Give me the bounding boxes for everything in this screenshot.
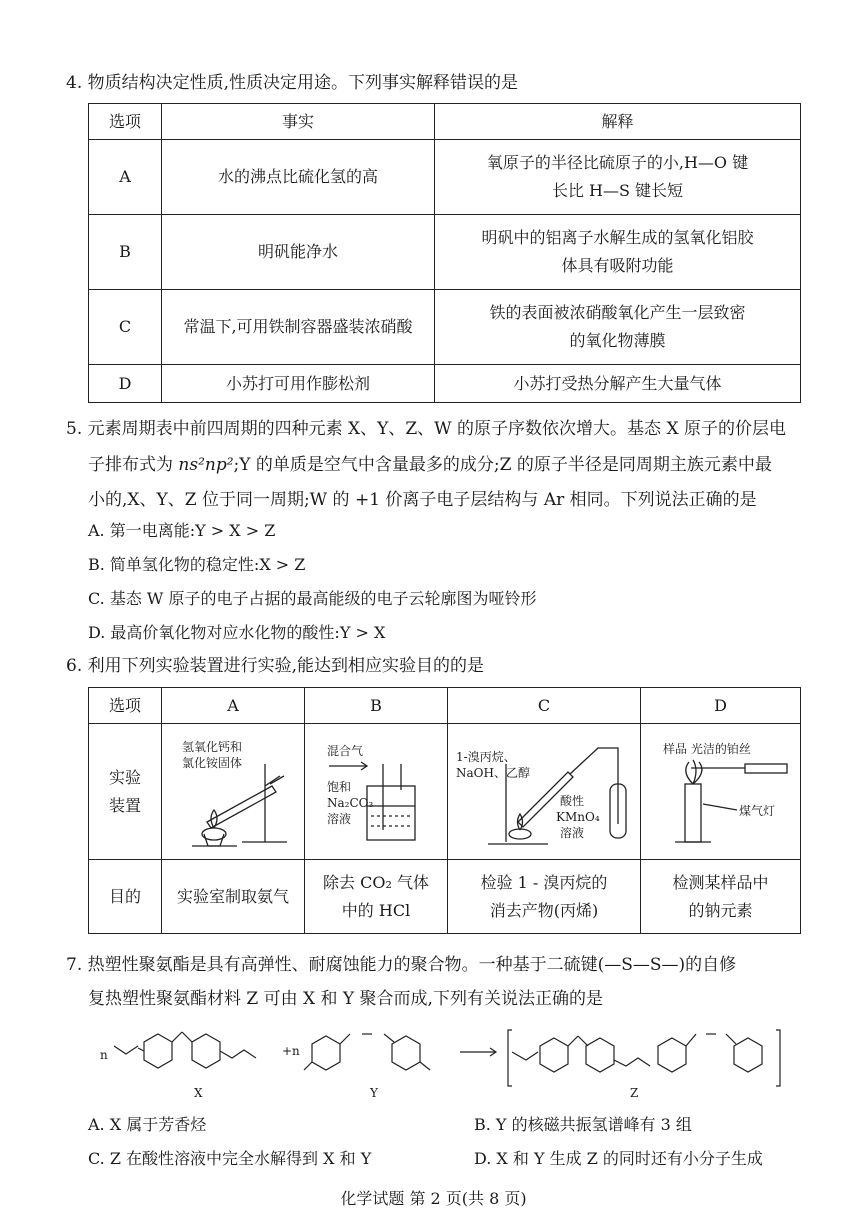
test-tube-heating-icon — [162, 734, 302, 850]
q6-header-c: C — [448, 688, 641, 724]
q4-row-a — [89, 140, 801, 215]
q4-option: A — [89, 140, 162, 215]
q5-option-b: B. 简单氢化物的稳定性:X > Z — [88, 555, 306, 574]
apparatus-a-label2: 氯化铵固体 — [182, 755, 243, 770]
q6-header-option: 选项 — [89, 688, 162, 724]
flame-test-icon — [641, 734, 791, 850]
q7-line2: 复热塑性聚氨酯材料 Z 可由 X 和 Y 聚合而成,下列有关说法正确的是 — [88, 989, 603, 1009]
q6-aim-c: 检验 1 - 溴丙烷的 消去产物(丙烯) — [448, 860, 641, 934]
q4-header-option: 选项 — [89, 104, 162, 140]
q7-reaction-scheme — [100, 1020, 800, 1100]
q4-explanation: 小苏打受热分解产生大量气体 — [435, 365, 801, 403]
apparatus-a — [162, 724, 305, 860]
structure-label-z: Z — [630, 1086, 639, 1100]
apparatus-b-gas-label: 混合气 — [327, 743, 364, 758]
q6-apparatus-label: 实验 装置 — [89, 724, 162, 860]
q4-fact: 明矾能净水 — [162, 215, 435, 290]
reaction-structures-icon — [100, 1020, 800, 1092]
q4-explanation: 铁的表面被浓硝酸氧化产生一层致密 的氧化物薄膜 — [435, 290, 801, 365]
q7-option-a: A. X 属于芳香烃 — [88, 1115, 207, 1134]
q5-option-d: D. 最高价氧化物对应水化物的酸性:Y > X — [88, 623, 386, 642]
apparatus-c-label2: NaOH、乙醇 — [456, 765, 530, 780]
q4-option: D — [89, 365, 162, 403]
q7-option-c: C. Z 在酸性溶液中完全水解得到 X 和 Y — [88, 1149, 372, 1168]
q7-coefficient-n: n — [100, 1048, 108, 1062]
apparatus-c-label1: 1-溴丙烷、 — [456, 749, 516, 764]
q4-row-b — [89, 215, 801, 290]
apparatus-d-label2: 煤气灯 — [739, 803, 776, 818]
apparatus-b — [305, 724, 448, 860]
q7-option-b: B. Y 的核磁共振氢谱峰有 3 组 — [474, 1115, 692, 1134]
apparatus-d — [641, 724, 801, 860]
page-footer: 化学试题 第 2 页(共 8 页) — [340, 1189, 527, 1208]
q4-fact: 常温下,可用铁制容器盛装浓硝酸 — [162, 290, 435, 365]
structure-label-y: Y — [370, 1086, 378, 1100]
q4-fact: 小苏打可用作膨松剂 — [162, 365, 435, 403]
q4-table — [88, 103, 801, 403]
apparatus-b-label3: 溶液 — [327, 811, 352, 826]
q4-header-fact: 事实 — [162, 104, 435, 140]
apparatus-a-label1: 氢氧化钙和 — [182, 739, 243, 754]
apparatus-d-label1: 样品 光洁的铂丝 — [663, 741, 751, 756]
apparatus-c — [448, 724, 641, 860]
q4-explanation: 明矾中的铝离子水解生成的氢氧化铝胶 体具有吸附功能 — [435, 215, 801, 290]
q6-aim-d: 检测某样品中 的钠元素 — [641, 860, 801, 934]
q4-fact: 水的沸点比硫化氢的高 — [162, 140, 435, 215]
q4-option: C — [89, 290, 162, 365]
q5-option-a: A. 第一电离能:Y > X > Z — [88, 521, 276, 540]
q4-stem: 4. 物质结构决定性质,性质决定用途。下列事实解释错误的是 — [66, 73, 519, 93]
q5-line3: 小的,X、Y、Z 位于同一周期;W 的 +1 价离子电子层结构与 Ar 相同。下列说法正确的是 — [88, 490, 757, 510]
q6-header-d: D — [641, 688, 801, 724]
q4-header-explanation: 解释 — [435, 104, 801, 140]
q6-table — [88, 687, 801, 934]
q4-option: B — [89, 215, 162, 290]
elimination-reaction-icon — [448, 734, 640, 850]
apparatus-b-label2: Na₂CO₃ — [327, 795, 374, 810]
q5-line2: 子排布式为 ns²np²;Y 的单质是空气中含量最多的成分;Z 的原子半径是同周期主族元素中最 — [88, 455, 772, 475]
q7-line1: 7. 热塑性聚氨酯是具有高弹性、耐腐蚀能力的聚合物。一种基于二硫键(—S—S—)的自修 — [66, 955, 737, 975]
q7-coefficient-plus-n: +n — [282, 1044, 300, 1058]
q6-header-b: B — [305, 688, 448, 724]
q6-header-a: A — [162, 688, 305, 724]
q7-option-d: D. X 和 Y 生成 Z 的同时还有小分子生成 — [474, 1149, 763, 1168]
apparatus-c-label4: KMnO₄ — [556, 809, 600, 824]
q6-aim-label: 目的 — [89, 860, 162, 934]
q5-line1: 5. 元素周期表中前四周期的四种元素 X、Y、Z、W 的原子序数依次增大。基态 X 原子的价层电 — [66, 419, 786, 439]
apparatus-c-label3: 酸性 — [560, 793, 585, 808]
q4-row-c — [89, 290, 801, 365]
apparatus-c-label5: 溶液 — [560, 825, 585, 840]
q4-row-d — [89, 365, 801, 403]
q5-option-c: C. 基态 W 原子的电子占据的最高能级的电子云轮廓图为哑铃形 — [88, 589, 537, 608]
q4-explanation: 氧原子的半径比硫原子的小,H—O 键 长比 H—S 键长短 — [435, 140, 801, 215]
q6-aim-b: 除去 CO₂ 气体 中的 HCl — [305, 860, 448, 934]
structure-label-x: X — [194, 1086, 203, 1100]
apparatus-b-label1: 饱和 — [327, 779, 352, 794]
q6-stem: 6. 利用下列实验装置进行实验,能达到相应实验目的的是 — [66, 656, 485, 676]
q5-configuration: ns²np² — [178, 455, 234, 475]
gas-washing-bottle-icon — [305, 734, 445, 850]
q6-aim-a: 实验室制取氨气 — [162, 860, 305, 934]
